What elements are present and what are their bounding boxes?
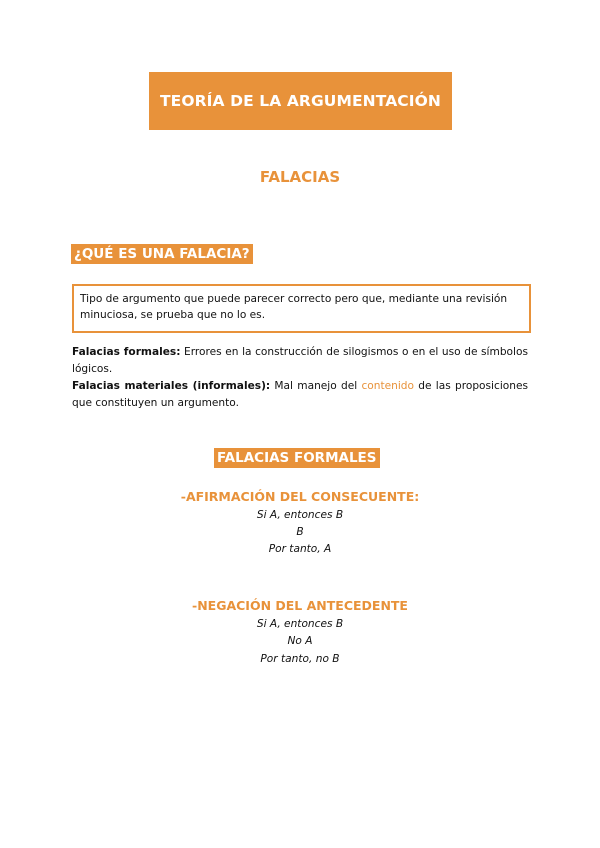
affirming-consequent-line-2: B [296, 526, 304, 538]
document-subtitle: FALACIAS [259, 168, 341, 186]
content-link[interactable]: contenido [361, 380, 415, 392]
formal-fallacies-heading: FALACIAS FORMALES [214, 448, 380, 468]
denying-antecedent-heading: -NEGACIÓN DEL ANTECEDENTE [192, 598, 408, 613]
material-fallacies-description-start: Mal manejo del [270, 380, 362, 392]
material-fallacies-term: Falacias materiales (informales): [72, 380, 271, 392]
affirming-consequent-heading: -AFIRMACIÓN DEL CONSECUENTE: [180, 489, 420, 504]
denying-antecedent-line-3: Por tanto, no B [260, 653, 340, 665]
formal-fallacies-term: Falacias formales: [72, 346, 181, 358]
definition-heading: ¿QUÉ ES UNA FALACIA? [71, 244, 253, 264]
denying-antecedent-line-2: No A [287, 635, 313, 647]
definition-box [72, 284, 531, 333]
formal-fallacies-description: Errores en la construcción de silogismos o en el uso de símbolos lógicos. [72, 346, 528, 375]
material-fallacies-description-end: de las proposiciones que constituyen un argumento. [72, 380, 528, 409]
material-fallacies-paragraph [72, 378, 528, 412]
affirming-consequent-line-1: Si A, entonces B [256, 509, 344, 521]
affirming-consequent-line-3: Por tanto, A [268, 543, 332, 555]
denying-antecedent-line-1: Si A, entonces B [256, 618, 344, 630]
document-title-text: TEORÍA DE LA ARGUMENTACIÓN [159, 92, 442, 110]
formal-fallacies-paragraph [72, 344, 528, 378]
document-title [149, 72, 452, 130]
definition-text: Tipo de argumento que puede parecer correcto pero que, mediante una revisión minuciosa, se prueba que no lo es. [80, 293, 508, 321]
